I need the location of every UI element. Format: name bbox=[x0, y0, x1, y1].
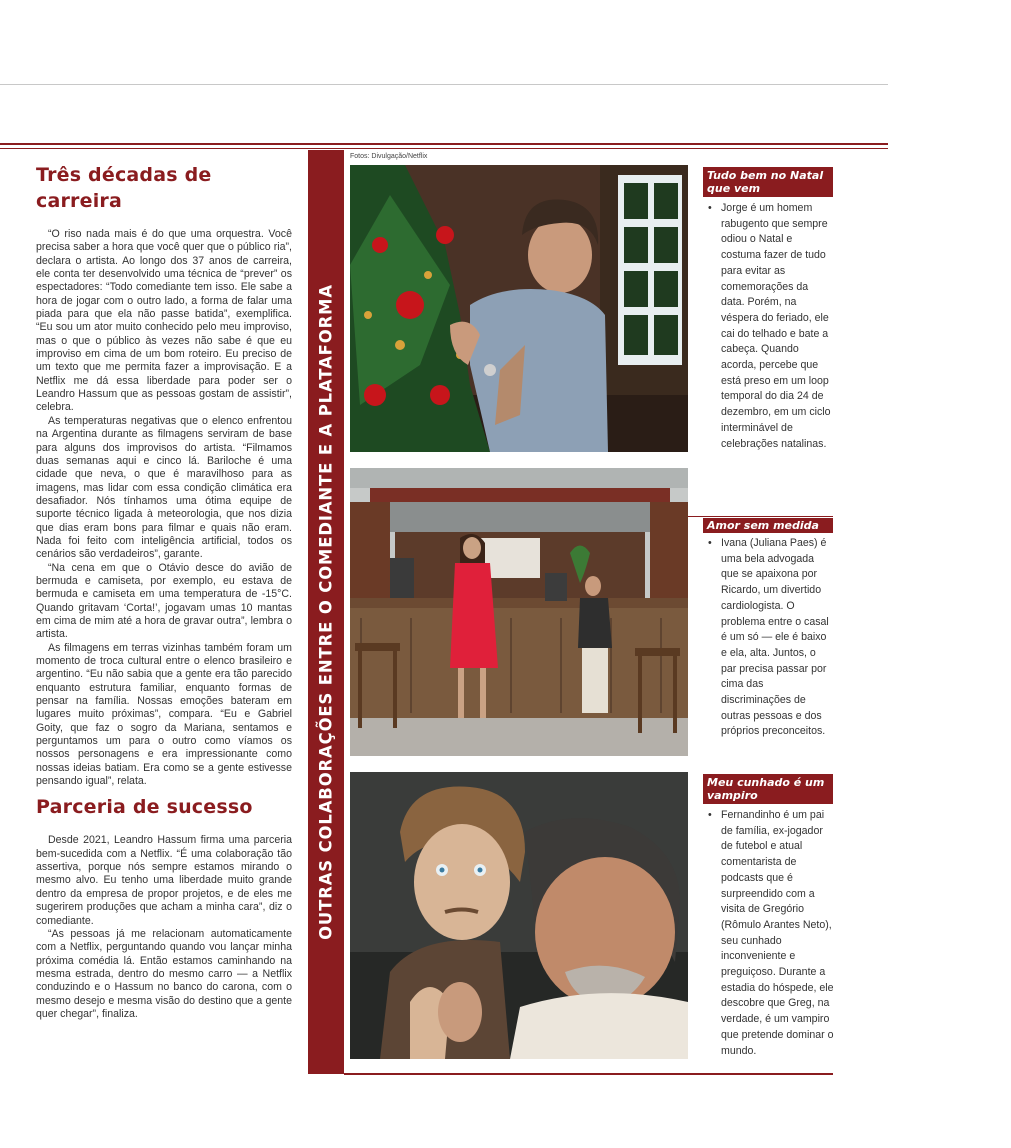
caption-title-vampiro: Meu cunhado é um vampiro bbox=[703, 774, 833, 804]
caption-bullet: • bbox=[708, 537, 712, 549]
caption-text-vampiro bbox=[708, 808, 834, 1059]
caption-text: Jorge é um homem rabugento que sempre odiou o Natal e costuma fazer de tudo para evitar as comemorações da data. Porém, na véspera do feriado, ele cai do telhado e bate a cabeça. Quando acorda, percebe que está preso em um loop temporal do dia 24 de dezembro, em um ciclo interminável de celebrações natalinas. bbox=[721, 202, 831, 450]
caption-text-natal bbox=[708, 201, 834, 452]
caption-bullet: • bbox=[708, 202, 712, 214]
caption-bullet: • bbox=[708, 809, 712, 821]
article-paragraph: “As pessoas já me relacionam automaticamente com a Netflix, perguntando quando vou lançar minha próxima comédia lá. Então estamos caminhando na mesma estrada, dentro do mesmo carro — a Netflix conduzindo e o Hassum no banco do carona, com o mesmo desejo e mesma visão do destino que a gente quer chegar”, finaliza. bbox=[36, 927, 292, 1020]
photo-vampire-scene bbox=[350, 772, 688, 1059]
vertical-title-bar bbox=[308, 150, 344, 1074]
caption-text: Ivana (Juliana Paes) é uma bela advogada que se apaixona por Ricardo, um divertido cardiologista. O problema entre o casal é um só — ele é baixo e ela, alta. Juntos, o par precisa passar por cima das discriminações de outras pessoas e dos próprios preconceitos. bbox=[721, 537, 829, 738]
photo-credit: Fotos: Divulgação/Netflix bbox=[350, 153, 428, 160]
caption-rule bbox=[688, 516, 833, 517]
caption-text: Fernandinho é um pai de família, ex-jogador de futebol e atual comentarista de podcasts que é surpreendido com a visita de Gregório (Rômulo Arantes Neto), seu cunhado inconveniente e preguiçoso. Durante a estadia do hóspede, ele descobre que Greg, na verdade, é um vampiro que pretende dominar o mundo. bbox=[721, 809, 834, 1057]
article-paragraph: As temperaturas negativas que o elenco enfrentou na Argentina durante as filmagens serviram de base para alguns dos improvisos do artista. “Filmamos duas semanas aqui e cinco lá. Bariloche é uma cidade que neva, o que é maravilhoso para as imagens, mas lidar com essa condição climática era desafiador. Nós tínhamos uma ótima equipe de suporte técnico ligada à meteorologia, que nos dizia que dias eram bons para filmar e quais não eram. Nada foi feito com inteligência artificial, todos os cenários são verdadeiros”, garante. bbox=[36, 414, 292, 561]
caption-text-amor bbox=[708, 536, 834, 740]
photo-bar-scene bbox=[350, 468, 688, 756]
header-rule-thin bbox=[0, 148, 888, 149]
article-paragraph: “Na cena em que o Otávio desce do avião de bermuda e camiseta, por exemplo, eu estava de bermuda e camiseta em uma temperatura de -15°C. Quando gritavam ‘Corta!’, jogavam umas 10 mantas em cima de mim até a hora de gravar outra”, lembra o artista. bbox=[36, 561, 292, 641]
bottom-rule bbox=[344, 1073, 833, 1075]
article-paragraph: As filmagens em terras vizinhas também foram um momento de troca cultural entre o elenco brasileiro e argentino. “Eu não sabia que a gente era tão parecido enquanto estrutura familiar, enquanto formas de pensar na família. Nossas emoções bateram em lugares muito próximas”, compara. “Eu e Gabriel Goity, que faz o sogro da Mariana, sentamos e perguntamos um para o outro como víamos os nossos personagens e era impressionante como nossas ideias batiam. Era como se a gente estivesse pensando igual”, relata. bbox=[36, 641, 292, 788]
top-rule bbox=[0, 84, 888, 85]
caption-title-amor: Amor sem medida bbox=[703, 518, 833, 533]
article-paragraph: Desde 2021, Leandro Hassum firma uma parceria bem-sucedida com a Netflix. “É uma colaboração tão assertiva, porque nós sempre estamos mirando o mesmo alvo. Eu tenho uma liberdade muito grande dentro da empresa de propor projetos, e de eles me sugerirem produções que acham a minha cara”, diz o comediante. bbox=[36, 834, 292, 927]
section-heading-partnership: Parceria de sucesso bbox=[36, 796, 253, 819]
header-rule bbox=[0, 143, 888, 145]
caption-title-natal: Tudo bem no Natal que vem bbox=[703, 167, 833, 197]
article-paragraph: “O riso nada mais é do que uma orquestra. Você precisa saber a hora que você quer que o público ria”, declara o artista. Ao longo dos 37 anos de carreira, ele conta ter desenvolvido uma técnica de “prever” os espectadores: “Todo comediante tem isso. Ele sabe a hora de jogar com o outro lado, a forma de falar uma piada para que ela não passe batida”, exemplifica. “Eu sou um ator muito conhecido pelo meu improviso, mas o que o público às vezes não sabe é que eu improviso em cima de um bom roteiro. Eu preciso de um texto que me permita fazer a improvisação. E a Netflix me dá essa liberdade para poder ser o Leandro Hassum que as pessoas gostam de assistir”, celebra. bbox=[36, 228, 292, 414]
section-heading-careers: Três décadas de carreira bbox=[36, 164, 212, 212]
photo-christmas-tree bbox=[350, 165, 688, 452]
vertical-title: OUTRAS COLABORAÇÕES ENTRE O COMEDIANTE E A PLATAFORMA bbox=[316, 284, 336, 940]
article-column bbox=[36, 158, 292, 1021]
